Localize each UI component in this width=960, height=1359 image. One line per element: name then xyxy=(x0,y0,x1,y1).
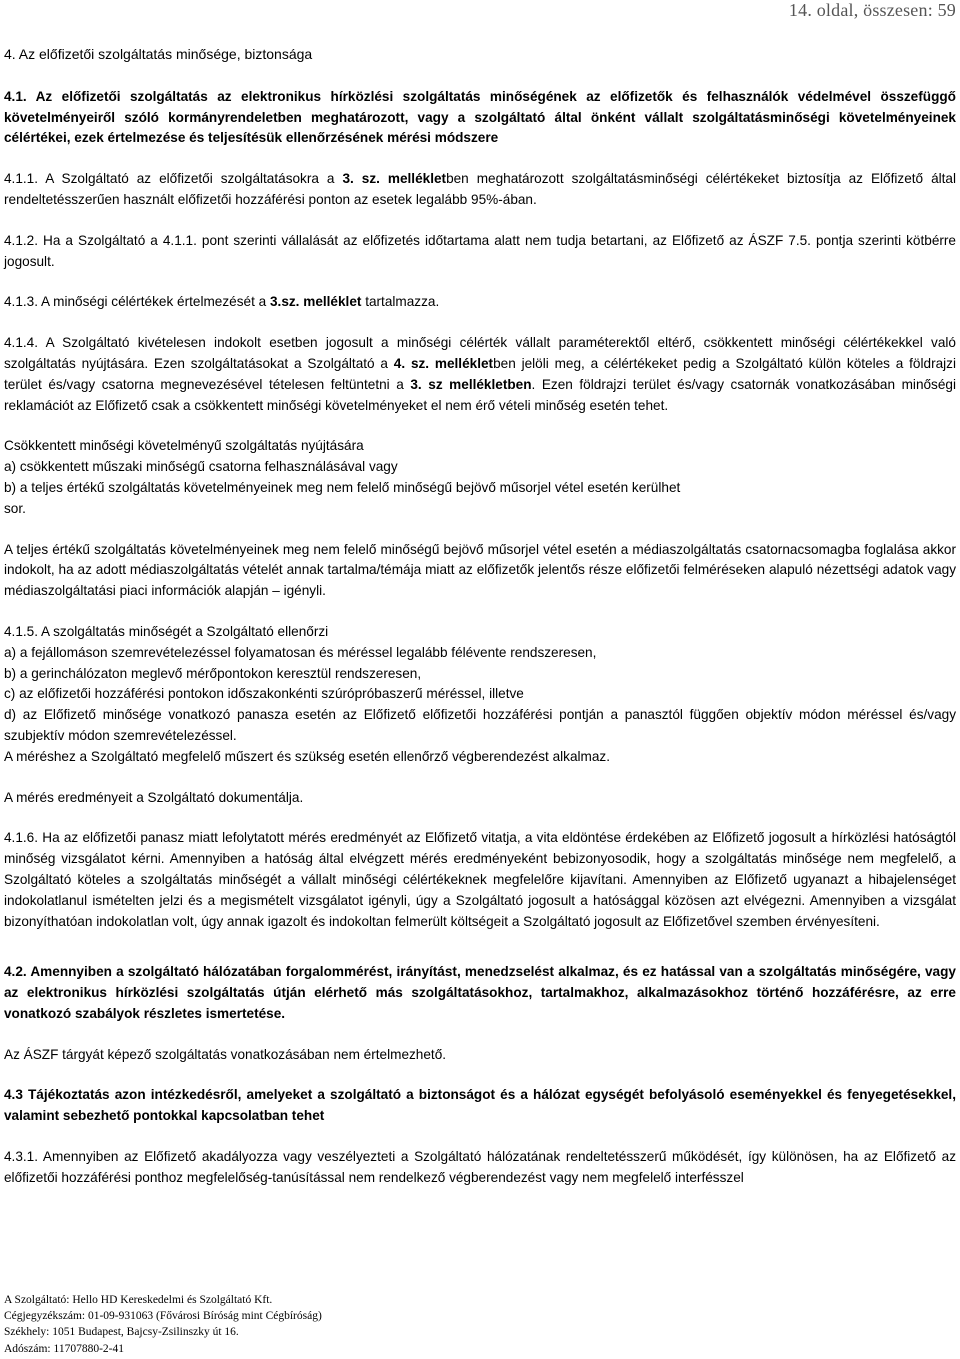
footer-company: A Szolgáltató: Hello HD Kereskedelmi és Szolgáltató Kft. xyxy=(4,1294,273,1306)
results-note: A mérés eredményeit a Szolgáltató dokumentálja. xyxy=(4,789,304,805)
text-run: tartalmazza. xyxy=(361,294,440,310)
text-run: 4.1.3. A minőségi célértékek értelmezését a xyxy=(4,294,270,310)
paragraph-4-1-4 xyxy=(4,333,956,416)
text-run: ben meghatározott szolgáltatásminőségi célértékeket biztosítja az Előfizető által rendeltetésszerűen használt előfizetői hozzáférési ponton az esetek legalább 95%-ában. xyxy=(4,171,957,207)
paragraph-4-1-3 xyxy=(4,292,956,313)
page-number: 14. oldal, összesen: 59 xyxy=(788,0,956,20)
paragraph-4-1-6: 4.1.6. Ha az előfizetői panasz miatt lefolytatott mérés eredményét az Előfizető vitatja, a vita eldöntése érdekében az Előfizető jogosult a hírközlési hatóságtól minőség vizsgálatot kérni. Amennyiben a hatóság által elvégzett mérés eredményeként bebizonyosodik, hogy a szolgáltatás minősége nem megfelelő, a Szolgáltató köteles a szolgáltatás minőségét a vállalt minőségi célértékeknek megfelelőre kijavítani. Amennyiben az Előfizető ugyanazt a hibajelenséget indokolatlanul ismételten jelzi és a megismételt vizsgálatot igényli, úgy a Szolgáltató jogosult a hatósággal közösen azt elvégezni. Amennyiben a vizsgálat bizonyíthatóan indokolatlan volt, úgy annak igazolt és indokoltan felmerült költségeit a Szolgáltató jogosult az Előfizetővel szemben érvényesíteni. xyxy=(4,830,956,929)
annex-reference: 3. sz mellékletben xyxy=(410,376,532,392)
paragraph-4-1: 4.1. Az előfizetői szolgáltatás az elektronikus hírközlési szolgáltatás minőségének az előfizetők és felhasználók védelmével összefüggő követelményeiről szóló kormányrendeletben meghatározott, vagy a szolgáltató által önként vállalt szolgáltatásminőségi követelményeinek célértékei, ezek értelmezése és teljesítésük ellenőrzésének mérési módszere xyxy=(4,88,956,146)
text-run: ben jelöli meg, a célértékeket pedig a Szolgáltató külön köteles a földrajzi terület és/vagy csatorna megnevezésével tételesen feltüntetni a xyxy=(4,355,956,392)
footer-registration: Cégjegyzékszám: 01-09-931063 (Fővárosi Bíróság mint Cégbíróság) xyxy=(4,1310,322,1323)
footer-address: Székhely: 1051 Budapest, Bajcsy-Zsilinszky út 16. xyxy=(4,1326,239,1339)
check-item-c: c) az előfizetői hozzáférési pontokon időszakonkénti szúrópróbaszerű méréssel, illetve xyxy=(4,686,524,702)
paragraph-full-value: A teljes értékű szolgáltatás követelményeinek meg nem felelő minőségű bejövő műsorjel vétel esetén a médiaszolgáltatás csatornacsomagba foglalása akkor indokolt, ha az adott médiaszolgáltatás vételét annak tartalma/témája miatt az előfizetők jelentős része előfizetői felméréseken alapuló nézettségi adatok vagy médiaszolgáltatási piaci információk alapján – igényli. xyxy=(4,541,956,599)
check-item-b: b) a gerinchálózaton meglevő mérőpontokon keresztül rendszeresen, xyxy=(4,665,422,681)
footer-tax-number: Adószám: 11707880-2-41 xyxy=(4,1342,124,1355)
check-item-d: d) az Előfizető minősége vonatkozó panasza esetén az Előfizető előfizetői hozzáférési pontján a panasztól függően objektív módon méréssel és/vagy szubjektív módon szemrevételezéssel. xyxy=(4,707,956,743)
document-body xyxy=(4,44,956,1189)
paragraph-4-3: 4.3 Tájékoztatás azon intézkedésről, amelyeket a szolgáltató a biztonságot és a hálózat egységét befolyásoló eseményekkel és fenyegetésekkel, valamint sebezhető pontokkal kapcsolatban tehet xyxy=(4,1087,956,1124)
paragraph-4-1-5: 4.1.5. A szolgáltatás minőségét a Szolgáltató ellenőrzi xyxy=(4,623,329,639)
reduced-quality-item-a: a) csökkentett műszaki minőségű csatorna felhasználásával vagy xyxy=(4,459,398,475)
paragraph-4-2: 4.2. Amennyiben a szolgáltató hálózatában forgalommérést, irányítást, menedzselést alkalmaz, és ez hatással van a szolgáltatás minőségére, vagy az elektronikus hírközlési szolgáltatás útján elérhető más szolgáltatásokhoz, tartalmakhoz, alkalmazásokhoz történő hozzáférésre, az erre vonatkozó szabályok részletes ismertetése. xyxy=(4,964,956,1021)
text-run: 4.1.1. A Szolgáltató az előfizetői szolgáltatásokra a xyxy=(4,171,343,187)
page-footer xyxy=(4,1292,322,1357)
check-item-a: a) a fejállomáson szemrevételezéssel folyamatosan és méréssel legalább félévente rendszeresen, xyxy=(4,644,597,660)
reduced-quality-intro: Csökkentett minőségi követelményű szolgáltatás nyújtására xyxy=(4,438,364,454)
text-run: 4.1.4. A Szolgáltató kivételesen indokolt esetben jogosult a minőségi célérték vállalt paraméterektől eltérő, csökkentett minőségi célértékekkel való szolgáltatás nyújtására. Ezen szolgáltatásokat a Szolgáltató a xyxy=(4,335,956,371)
paragraph-4-1-2: 4.1.2. Ha a Szolgáltató a 4.1.1. pont szerinti vállalását az előfizetés időtartama alatt nem tudja betartani, az Előfizető az ÁSZF 7.5. pontja szerinti kötbérre jogosult. xyxy=(4,232,956,269)
reduced-quality-item-b: b) a teljes értékű szolgáltatás követelményeinek meg nem felelő minőségű bejövő műsorjel vétel esetén kerülhet sor. xyxy=(4,479,681,516)
annex-reference: 3.sz. melléklet xyxy=(269,294,362,310)
measurement-note: A méréshez a Szolgáltató megfelelő műszert és szükség esetén ellenőrző végberendezést alkalmaz. xyxy=(4,748,611,764)
annex-reference: 3. sz. melléklet xyxy=(342,171,447,187)
section-title: 4. Az előfizetői szolgáltatás minősége, biztonsága xyxy=(4,46,313,62)
text-run: . Ezen földrajzi terület és/vagy csatornák vonatkozásában minőségi reklamációt az Előfizető csak a csökkentett minőségi követelményeket el nem érő vételi minőség esetén tehet. xyxy=(4,376,956,413)
paragraph-4-1-1 xyxy=(4,169,956,211)
paragraph-4-3-1: 4.3.1. Amennyiben az Előfizető akadályozza vagy veszélyezteti a Szolgáltató hálózatának rendeltetésszerű működését, így különösen, ha az Előfizető az előfizetői hozzáférési ponthoz megfelelőség-tanúsítással nem rendelkező végberendezést vagy nem megfelelő interfésszel xyxy=(4,1149,956,1185)
paragraph-4-2-note: Az ÁSZF tárgyát képező szolgáltatás vonatkozásában nem értelmezhető. xyxy=(4,1046,447,1062)
annex-reference: 4. sz. melléklet xyxy=(393,355,494,371)
